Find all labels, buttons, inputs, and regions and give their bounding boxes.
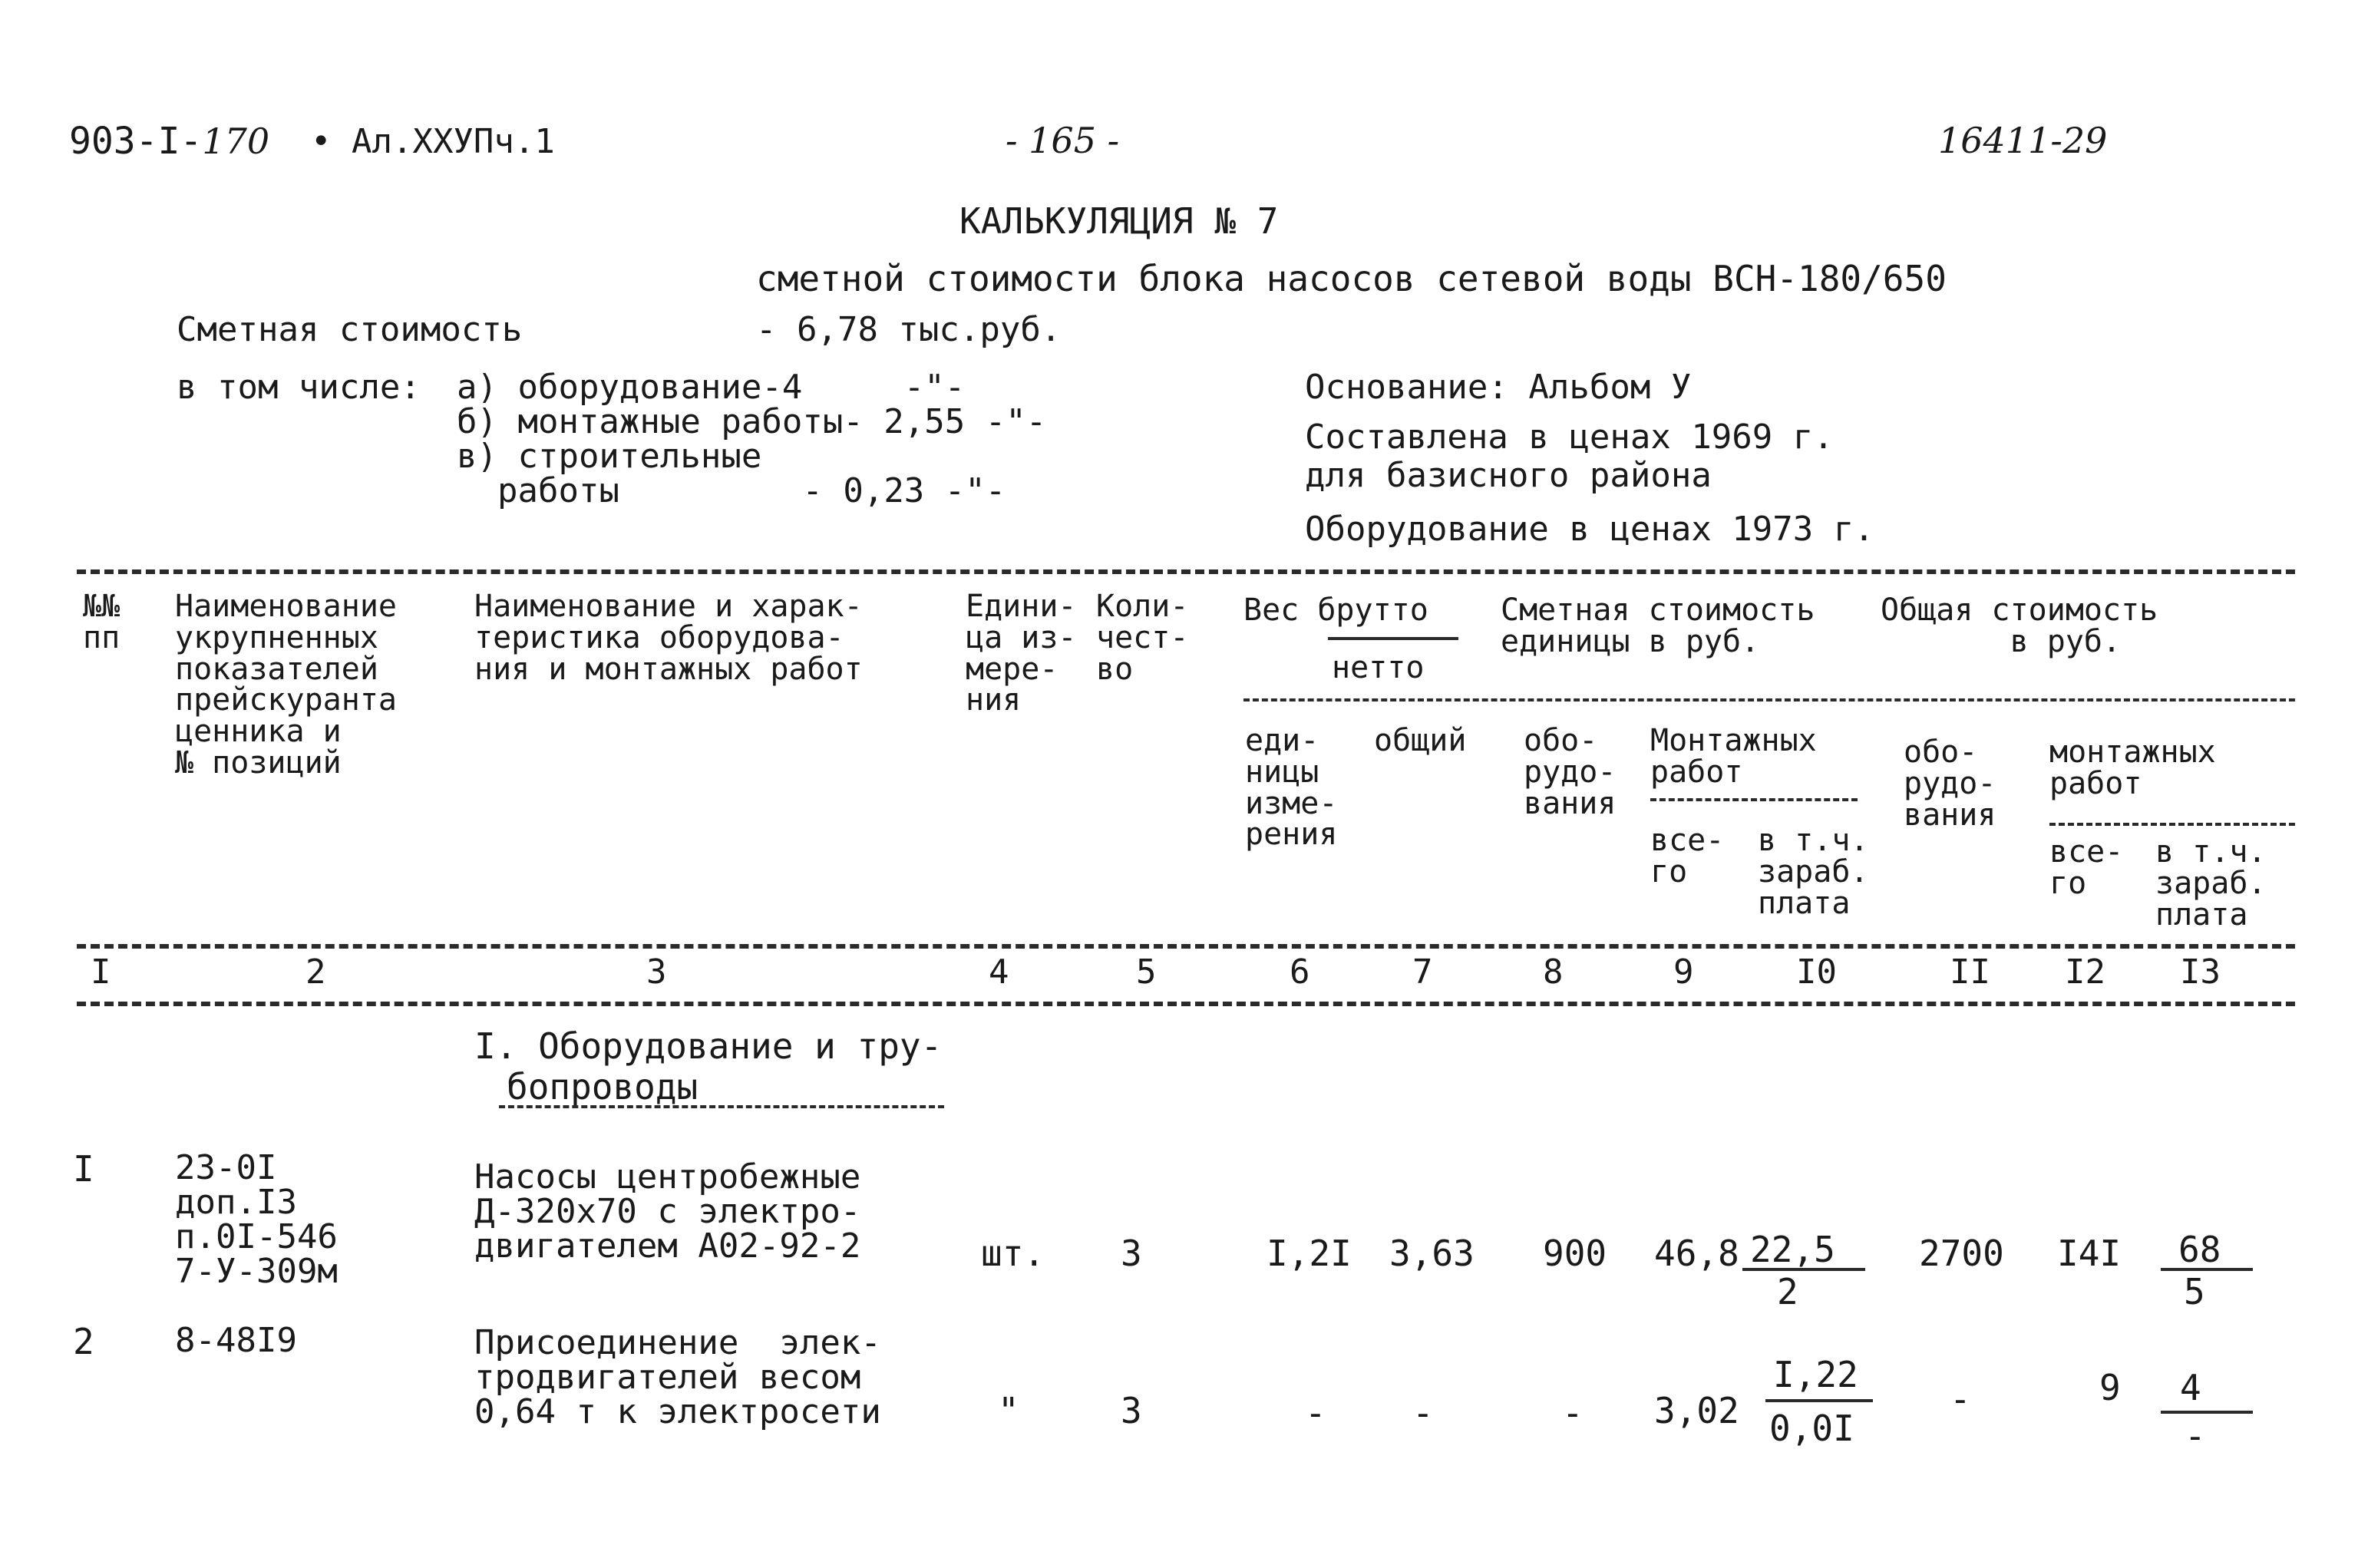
column-number: 5 bbox=[1136, 952, 1157, 992]
row-1-number: I bbox=[73, 1148, 94, 1190]
row-1-code: 23-0I доп.I3 п.0I-546 7-У-309м bbox=[175, 1148, 338, 1291]
including-label: в том числе: bbox=[177, 368, 421, 407]
section-heading-cont: бопроводы bbox=[507, 1066, 698, 1108]
col-header-weight-unit: еди- ницы изме- рения bbox=[1245, 723, 1338, 853]
row-1-wage-fraction-line bbox=[1742, 1268, 1865, 1271]
row-2-equipment-total: - bbox=[1950, 1378, 1971, 1420]
document-code bbox=[69, 120, 270, 163]
table-top-rule bbox=[77, 569, 2295, 574]
breakdown-installation: б) монтажные работы- 2,55 -"- bbox=[457, 402, 1047, 441]
row-2-weight-unit: - bbox=[1305, 1392, 1326, 1434]
row-1-equipment-unit: 900 bbox=[1543, 1233, 1607, 1274]
column-numbers-bottom-rule bbox=[77, 1002, 2295, 1006]
col-header-installation-unit: Монтажных работ bbox=[1650, 723, 1817, 790]
column-number: 2 bbox=[305, 952, 326, 992]
row-2-unit: " bbox=[998, 1390, 1019, 1431]
row-1-total-wage-fraction-line bbox=[2161, 1268, 2253, 1271]
basis-prices-year: Составлена в ценах 1969 г. bbox=[1305, 418, 1834, 457]
basis-equipment-prices: Оборудование в ценах 1973 г. bbox=[1305, 510, 1874, 549]
col-header-total-cost: Общая стоимость в руб. bbox=[1881, 593, 2158, 659]
col-header-equipment-total: обо- рудо- вания bbox=[1904, 734, 1996, 833]
calculation-heading: КАЛЬКУЛЯЦИЯ № 7 bbox=[959, 200, 1279, 242]
breakdown-equipment: а) оборудование-4 -"- bbox=[457, 368, 966, 407]
row-2-equipment-unit: - bbox=[1562, 1392, 1584, 1434]
row-1-installation-wage-sub: 2 bbox=[1777, 1271, 1798, 1312]
row-1-weight-unit: I,2I bbox=[1267, 1233, 1352, 1274]
page-number: - 165 - bbox=[1006, 120, 1120, 161]
header-group-rule bbox=[1243, 698, 2295, 701]
row-2-quantity: 3 bbox=[1121, 1390, 1142, 1431]
col-header-weight: Вес брутто bbox=[1243, 593, 1428, 628]
breakdown-construction-1: в) строительные bbox=[457, 437, 762, 476]
row-1-description: Насосы центробежные Д-320х70 с электро- двигателем А02-92-2 bbox=[474, 1157, 861, 1266]
row-2-installation-total-wage-sub: - bbox=[2185, 1415, 2206, 1457]
row-1-quantity: 3 bbox=[1121, 1233, 1142, 1274]
col-header-quantity: Коли- чест- во bbox=[1096, 589, 1189, 687]
document-code-handwritten: 170 bbox=[202, 120, 270, 162]
column-number: 3 bbox=[646, 952, 667, 992]
basis-album: Основание: Альбом У bbox=[1305, 368, 1692, 407]
basis-region: для базисного района bbox=[1305, 456, 1712, 495]
col-header-installation-total: монтажных работ bbox=[2049, 734, 2216, 801]
section-heading-underline bbox=[499, 1105, 944, 1108]
col-header-unit: Едини- ца из- мере- ния bbox=[966, 589, 1077, 718]
sheet-reference: 16411-29 bbox=[1938, 120, 2108, 161]
row-1-installation-wage: 22,5 bbox=[1750, 1229, 1835, 1270]
col-header-price-list-code: Наименование укрупненных показателей прейскуранта ценника и № позиций bbox=[175, 589, 397, 781]
column-number: II bbox=[1950, 952, 1990, 992]
column-number: I3 bbox=[2180, 952, 2221, 992]
estimated-cost-label: Сметная стоимость bbox=[177, 310, 523, 349]
col-header-installation-total-all: все- го bbox=[2049, 834, 2124, 901]
column-number: I bbox=[91, 952, 111, 992]
row-2-installation-wage-sub: 0,0I bbox=[1769, 1408, 1854, 1449]
col-header-weight-total: общий bbox=[1374, 723, 1467, 758]
col-header-equipment-unit: обо- рудо- вания bbox=[1524, 723, 1617, 821]
row-1-equipment-total: 2700 bbox=[1919, 1233, 2004, 1274]
col-header-weight-net: нетто bbox=[1332, 650, 1425, 685]
section-heading: I. Оборудование и тру- bbox=[474, 1025, 943, 1067]
col-header-item-description: Наименование и харак- теристика оборудова- ния и монтажных работ bbox=[474, 589, 863, 687]
column-number: 4 bbox=[989, 952, 1009, 992]
estimated-cost-value: - 6,78 тыс.руб. bbox=[756, 310, 1062, 349]
column-number: 8 bbox=[1543, 952, 1564, 992]
installation-total-rule bbox=[2049, 823, 2295, 826]
row-2-installation-total-wage: 4 bbox=[2180, 1367, 2201, 1408]
breakdown-construction-2: работы - 0,23 -"- bbox=[497, 471, 1006, 510]
row-1-unit: шт. bbox=[981, 1233, 1045, 1274]
row-2-wage-fraction-line bbox=[1765, 1399, 1873, 1402]
col-header-installation-total-wage: в т.ч. зараб. плата bbox=[2155, 834, 2267, 933]
col-header-row-number: №№ пп bbox=[83, 589, 121, 655]
row-1-installation-total-wage: 68 bbox=[2178, 1229, 2221, 1270]
row-2-weight-total: - bbox=[1412, 1392, 1434, 1434]
document-code-printed: 903-I- bbox=[69, 120, 203, 163]
row-2-description: Присоединение элек- тродвигателей весом 0,64 т к электросети bbox=[474, 1323, 881, 1431]
row-2-total-wage-fraction-line bbox=[2161, 1411, 2253, 1414]
row-2-number: 2 bbox=[73, 1321, 94, 1362]
row-1-installation-unit: 46,8 bbox=[1654, 1233, 1739, 1274]
column-numbers-top-rule bbox=[77, 944, 2295, 949]
row-1-installation-total-wage-sub: 5 bbox=[2184, 1271, 2205, 1312]
row-2-code: 8-48I9 bbox=[175, 1321, 297, 1360]
album-reference: • Ал.XXУПч.1 bbox=[311, 122, 555, 161]
row-2-installation-total: 9 bbox=[2099, 1367, 2121, 1408]
col-header-installation-unit-total: все- го bbox=[1650, 823, 1725, 890]
installation-unit-underline bbox=[1650, 798, 1858, 801]
column-number: I0 bbox=[1796, 952, 1837, 992]
col-header-unit-cost: Сметная стоимость единицы в руб. bbox=[1501, 593, 1815, 659]
column-number: 6 bbox=[1290, 952, 1310, 992]
column-number: 9 bbox=[1673, 952, 1694, 992]
row-2-installation-wage: I,22 bbox=[1773, 1354, 1858, 1395]
row-1-weight-total: 3,63 bbox=[1389, 1233, 1475, 1274]
column-number: I2 bbox=[2065, 952, 2105, 992]
row-2-installation-unit: 3,02 bbox=[1654, 1390, 1739, 1431]
row-1-installation-total: I4I bbox=[2057, 1233, 2122, 1274]
col-header-installation-unit-wage: в т.ч. зараб. плата bbox=[1758, 823, 1869, 921]
weight-fraction-line bbox=[1328, 637, 1458, 640]
column-number: 7 bbox=[1412, 952, 1433, 992]
calculation-subtitle: сметной стоимости блока насосов сетевой воды ВСН-180/650 bbox=[756, 258, 1947, 299]
